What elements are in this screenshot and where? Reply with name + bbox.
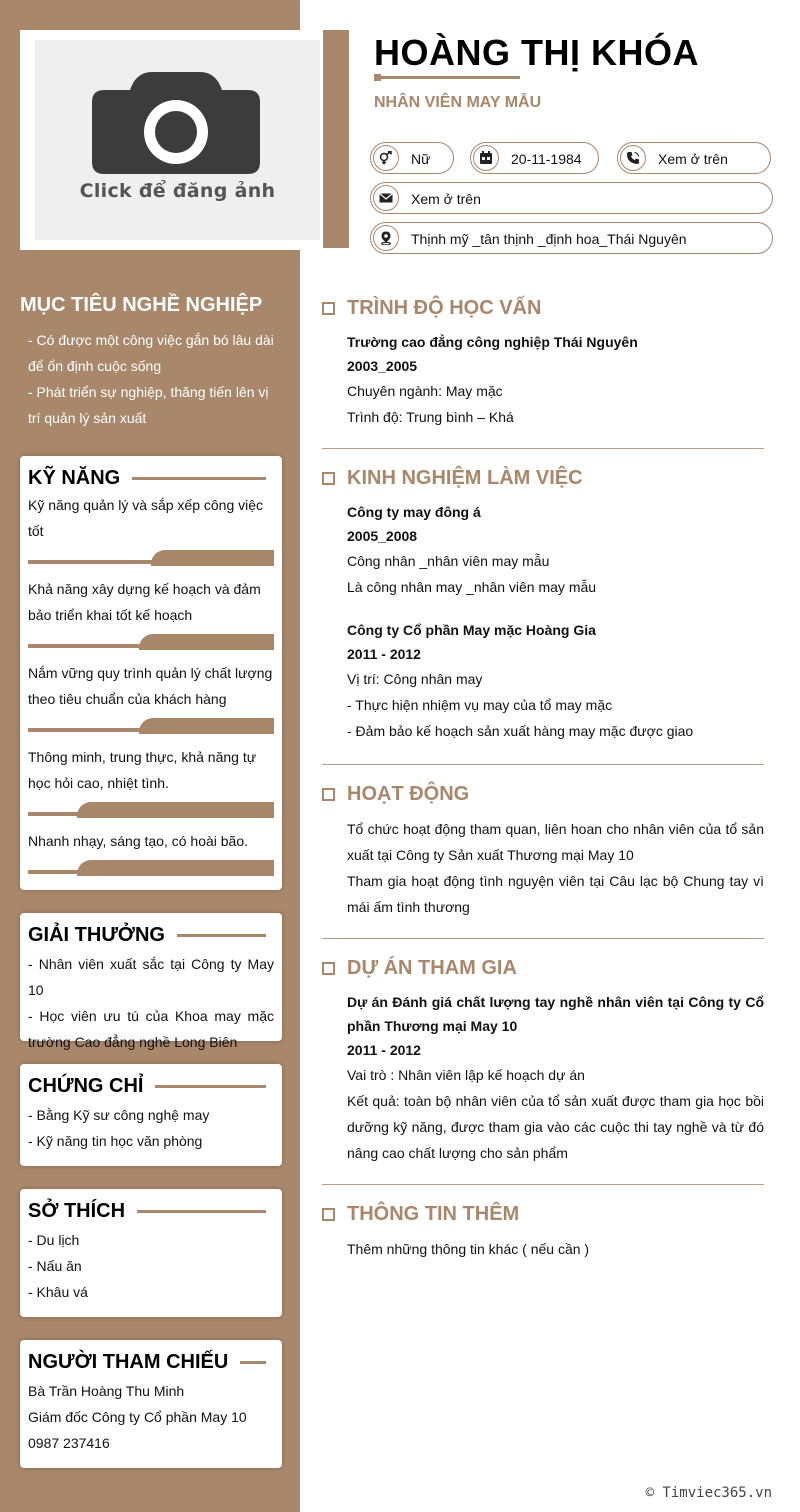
skill-level-bar [28,718,274,734]
gender-icon [373,145,399,171]
gender-value: Nữ [411,151,431,167]
skill-text: Nắm vững quy trình quản lý chất lượng theo tiêu chuẩn của khách hàng [28,665,273,707]
name-accent-bar [323,30,349,248]
reference-line: Giám đốc Công ty Cổ phần May 10 [28,1409,247,1425]
experience-section [322,466,764,744]
name-underline [374,76,520,79]
activities-title: HOẠT ĐỘNG [347,782,470,805]
skill-bar-fill [151,550,274,566]
experience-title: KINH NGHIỆM LÀM VIỆC [347,466,583,489]
hobbies-title [28,1199,274,1223]
education-section [322,296,764,430]
phone-icon [620,145,646,171]
hobbies-card [20,1189,282,1317]
experience-body [322,500,764,744]
skill-level-bar [28,634,274,650]
objective-line: - Có được một công việc gắn bó lâu dài để ổn định cuộc sống [28,332,274,374]
calendar-icon [473,145,499,171]
title-line [155,1085,266,1088]
activities-section [322,782,764,920]
photo-frame [20,30,325,250]
education-level: Trình độ: Trung bình – Khá [347,409,514,425]
section-divider [322,764,764,765]
section-bullet-icon [322,1208,335,1221]
extra-body [322,1236,764,1262]
activities-body [322,816,764,920]
job-line: Là công nhân may _nhân viên may mẫu [347,579,597,595]
objective-line: - Phát triển sự nghiệp, thăng tiến lên vị trí quản lý sản xuất [28,384,269,426]
reference-line: Bà Trần Hoàng Thu Minh [28,1383,185,1399]
title-line [132,477,266,480]
skills-card [20,456,282,890]
project-role: Vai trò : Nhân viên lập kế hoạch dự án [347,1067,585,1083]
section-bullet-icon [322,472,335,485]
camera-icon [90,68,262,176]
hobbies-body [28,1227,274,1305]
footer-watermark: © Timviec365.vn [645,1485,772,1501]
awards-body [28,951,274,1055]
dob-field [470,142,599,174]
job-line: - Thực hiện nhiệm vụ may của tổ may mặc [347,697,613,713]
award-line: - Nhân viên xuất sắc tại Công ty May 10 [28,956,274,998]
email-field [370,182,773,214]
candidate-name: HOÀNG THỊ KHÓA [374,32,699,73]
certificates-title [28,1074,274,1098]
references-title-text: NGƯỜI THAM CHIẾU [28,1350,229,1373]
hobbies-title-text: SỞ THÍCH [28,1199,126,1222]
dob-value: 20-11-1984 [511,151,582,167]
certificate-line: - Bằng Kỹ sư công nghệ may [28,1107,210,1123]
section-bullet-icon [322,302,335,315]
skill-text: Nhanh nhạy, sáng tạo, có hoài bão. [28,833,249,849]
skill-bar-fill [139,634,274,650]
skill-bar-fill [139,718,274,734]
references-title [28,1350,274,1374]
phone-field [617,142,771,174]
section-bullet-icon [322,788,335,801]
job-line: Vị trí: Công nhân may [347,671,483,687]
projects-body [322,990,764,1166]
job-line: - Đảm bảo kế hoạch sản xuất hàng may mặc được giao [347,723,694,739]
awards-title [28,923,274,947]
section-divider [322,1184,764,1185]
certificates-card [20,1064,282,1166]
project-name: Dự án Đánh giá chất lượng tay nghề nhân viên tại Công ty Cổ phần Thương mại May 10 [347,994,764,1034]
skill-item [28,576,274,650]
projects-section [322,956,764,1166]
activity-line: Tổ chức hoạt động tham quan, liên hoan cho nhân viên của tổ sản xuất tại Công ty Sản xuất Thương mại May 10 [347,821,764,863]
job-line: Công nhân _nhân viên may mẫu [347,553,550,569]
award-line: - Học viên ưu tú của Khoa may mặc trường Cao đẳng nghề Long Biên [28,1008,274,1050]
section-bullet-icon [322,962,335,975]
skill-item [28,492,274,566]
skill-bar-fill [77,802,274,818]
objective-text [28,327,280,431]
skills-title [28,466,274,490]
awards-title-text: GIẢI THƯỞNG [28,923,165,946]
reference-line: 0987 237416 [28,1435,110,1451]
certificates-body [28,1102,274,1154]
skill-item [28,660,274,734]
extra-section [322,1202,764,1262]
hobby-line: - Nấu ăn [28,1258,82,1274]
skill-level-bar [28,550,274,566]
education-body [322,330,764,430]
extra-title: THÔNG TIN THÊM [347,1202,520,1225]
job-period: 2005_2008 [347,528,418,544]
references-card [20,1340,282,1468]
address-field [370,222,773,254]
gender-field [370,142,454,174]
photo-caption: Click để đăng ảnh [79,180,276,202]
certificate-line: - Kỹ năng tin học văn phòng [28,1133,203,1149]
job-period: 2011 - 2012 [347,646,421,662]
extra-text: Thêm những thông tin khác ( nếu cần ) [347,1241,590,1257]
mail-icon [373,185,399,211]
skill-item [28,744,274,818]
skill-level-bar [28,802,274,818]
section-divider [322,938,764,939]
photo-upload[interactable] [35,40,320,240]
education-title: TRÌNH ĐỘ HỌC VẤN [347,296,542,319]
job-company: Công ty may đông á [347,504,481,520]
awards-card [20,913,282,1050]
education-major: Chuyên ngành: May mặc [347,383,503,399]
hobby-line: - Du lịch [28,1232,80,1248]
address-value: Thịnh mỹ _tân thịnh _định hoa_Thái Nguyên [411,231,687,247]
title-line [137,1210,266,1213]
skill-text: Kỹ năng quản lý và sắp xếp công việc tốt [28,497,264,539]
references-body [28,1378,274,1456]
email-value: Xem ở trên [411,191,481,207]
school-name: Trường cao đẳng công nghiệp Thái Nguyên [347,334,638,350]
activity-line: Tham gia hoạt động tình nguyện viên tại Câu lạc bộ Chung tay vì mái ấm tình thương [347,873,764,915]
section-divider [322,448,764,449]
certificates-title-text: CHỨNG CHỈ [28,1074,144,1097]
project-result: Kết quả: toàn bộ nhân viên của tổ sản xuất được tham gia học bồi dưỡng kỹ năng, được tham gia vào các cuộc thi tay nghề và từ đó nâng cao chất lượng cho sản phẩm [347,1093,764,1161]
title-line [240,1361,266,1364]
phone-value: Xem ở trên [658,151,728,167]
title-line [177,934,266,937]
project-period: 2011 - 2012 [347,1042,421,1058]
objective-title: MỤC TIÊU NGHỀ NGHIỆP [20,294,263,316]
location-pin-icon [373,225,399,251]
projects-title: DỰ ÁN THAM GIA [347,956,517,979]
skills-title-text: KỸ NĂNG [28,466,121,489]
skill-text: Thông minh, trung thực, khả năng tự học hỏi cao, nhiệt tình. [28,749,257,791]
job-company: Công ty Cổ phần May mặc Hoàng Gia [347,622,596,638]
skill-item [28,828,274,876]
skill-text: Khả năng xây dựng kế hoạch và đảm bảo triển khai tốt kế hoạch [28,581,261,623]
job-position: NHÂN VIÊN MAY MẪU [374,94,542,111]
education-period: 2003_2005 [347,358,418,374]
skill-bar-fill [77,860,274,876]
skill-level-bar [28,860,274,876]
hobby-line: - Khâu vá [28,1284,88,1300]
